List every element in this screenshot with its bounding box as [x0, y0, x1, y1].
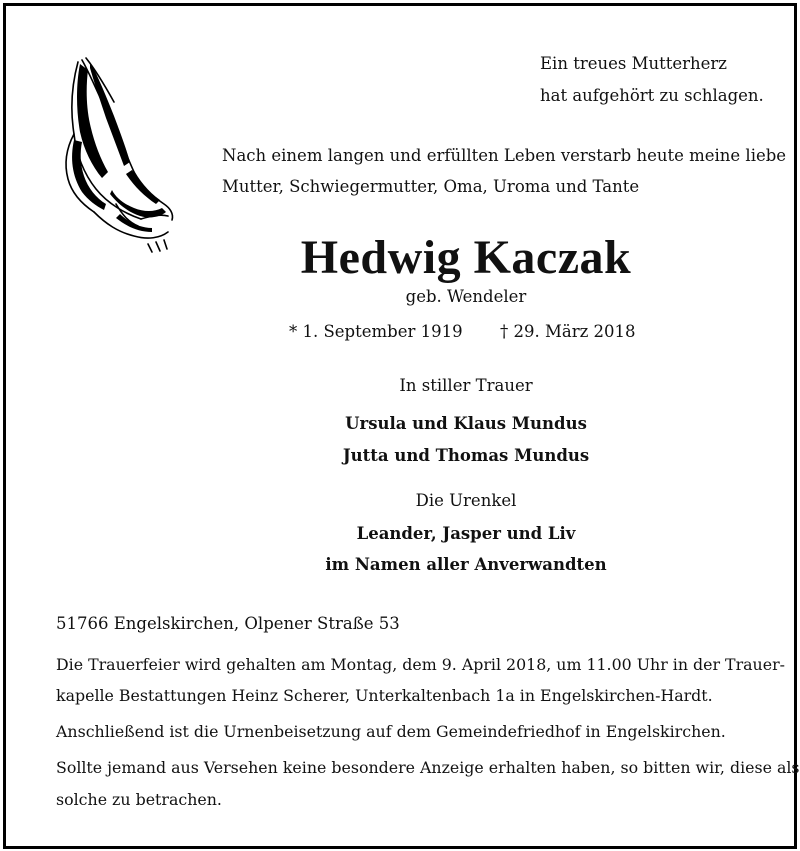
address: 51766 Engelskirchen, Olpener Straße 53 — [56, 614, 400, 633]
mourner-family-2: Jutta und Thomas Mundus — [342, 446, 590, 465]
obituary-frame — [3, 3, 800, 849]
maiden-name: geb. Wendeler — [405, 287, 527, 306]
relatives-line: im Namen aller Anverwandten — [325, 555, 607, 574]
grandchildren-names: Leander, Jasper und Liv — [356, 524, 576, 543]
praying-hands-icon — [56, 54, 176, 254]
funeral-line-2: kapelle Bestattungen Heinz Scherer, Unterkaltenbach 1a in Engelskirchen-Hardt. — [56, 686, 713, 705]
mourner-family-1: Ursula und Klaus Mundus — [345, 414, 587, 433]
intro-line-2: Mutter, Schwiegermutter, Oma, Uroma und Tante — [222, 177, 640, 196]
deceased-name: Hedwig Kaczak — [300, 231, 632, 284]
notice-line-2: solche zu betrachen. — [56, 790, 222, 809]
motto-line-2: hat aufgehört zu schlagen. — [540, 86, 764, 105]
grandchildren-heading: Die Urenkel — [415, 491, 517, 510]
mourning-heading: In stiller Trauer — [399, 376, 533, 395]
notice-line-1: Sollte jemand aus Versehen keine besondere Anzeige erhalten haben, so bitten wir, diese als — [56, 758, 800, 777]
funeral-line-1: Die Trauerfeier wird gehalten am Montag, dem 9. April 2018, um 11.00 Uhr in der Trauer- — [56, 655, 785, 674]
motto-line-1: Ein treues Mutterherz — [540, 54, 727, 73]
intro-line-1: Nach einem langen und erfüllten Leben verstarb heute meine liebe — [222, 146, 787, 165]
urn-burial-line: Anschließend ist die Urnenbeisetzung auf dem Gemeindefriedhof in Engelskirchen. — [56, 722, 726, 741]
death-date: † 29. März 2018 — [500, 322, 636, 341]
birth-date: * 1. September 1919 — [289, 322, 463, 341]
